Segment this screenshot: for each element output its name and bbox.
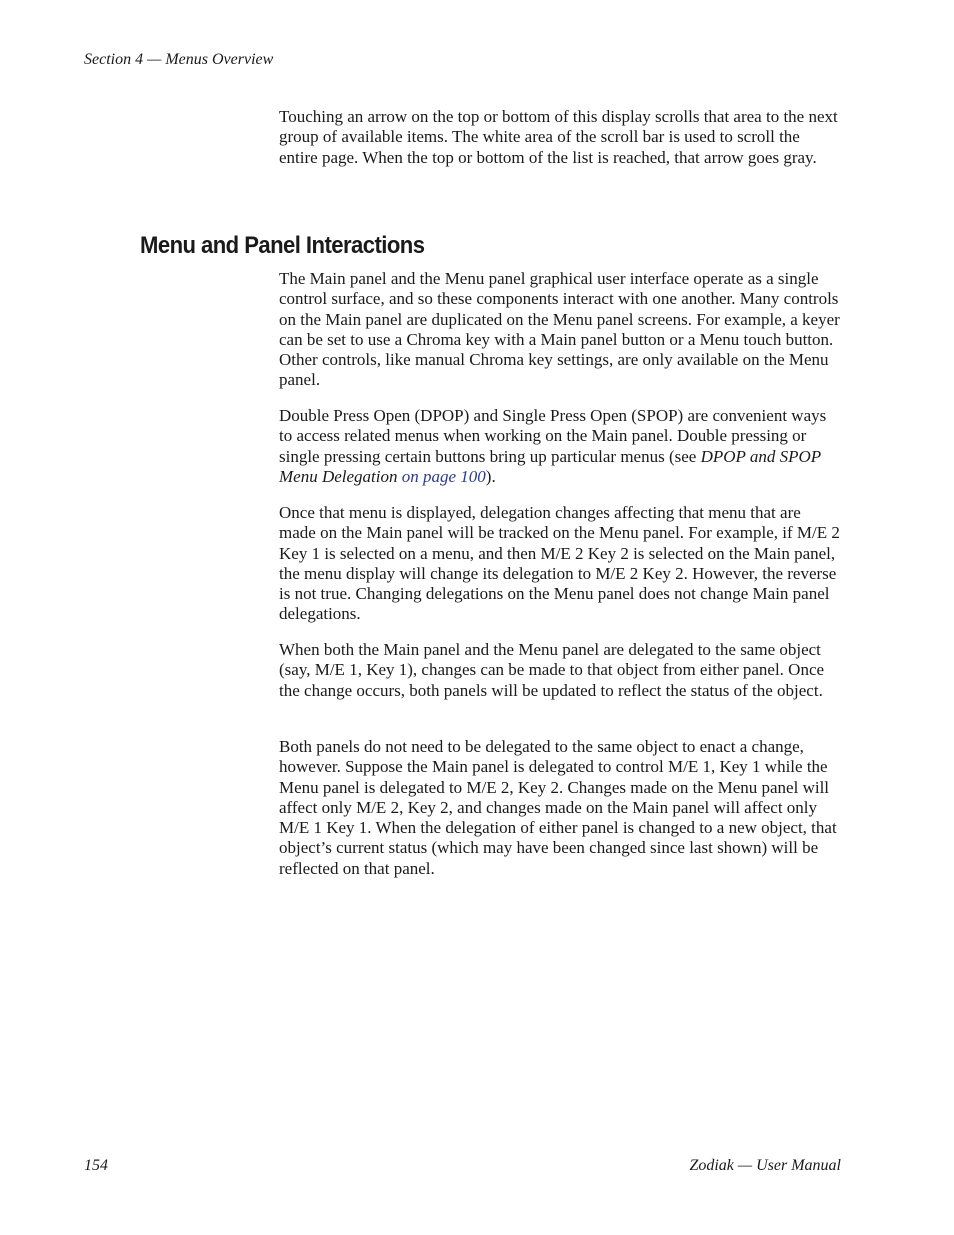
cross-reference-title: DPOP and SPOP Menu Delegation: [279, 446, 821, 486]
paragraph-2: [279, 406, 841, 487]
paragraph-5-text: Both panels do not need to be delegated to the same object to enact a change, however. Suppose the Main panel is delegated to control M/E 1, Key 1 while the Menu panel is delegated to M/E 2, Key 2. Changes made on the Menu panel will affect only M/E 2, Key 2, and changes made on the Main panel will affect only M/E 1 Key 1. When the delegation of either panel is changed to a new object, that object’s current status (which may have been changed since last shown) will be reflected on that panel.: [279, 737, 837, 878]
paragraph-2-lead: Double Press Open (DPOP) and Single Press Open (SPOP) are convenient ways to access related menus when working on the Main panel. Double pressing or single pressing certain buttons bring up particular menus (see: [279, 406, 827, 466]
paragraph-1-text: The Main panel and the Menu panel graphical user interface operate as a single control surface, and so these components interact with one another. Many controls on the Main panel are duplicated on the Menu panel screens. For example, a keyer can be set to use a Chroma key with a Main panel button or a Menu touch button. Other controls, like manual Chroma key settings, are only available on the Menu panel.: [279, 269, 840, 390]
paragraph-5: [279, 737, 841, 879]
section-heading: Menu and Panel Interactions: [140, 232, 425, 259]
manual-title: Zodiak — User Manual: [689, 1157, 841, 1174]
paragraph-2-tail: ).: [485, 466, 496, 486]
paragraph-2-text: [279, 406, 841, 487]
page-number: 154: [84, 1157, 108, 1174]
intro-paragraph: [279, 107, 841, 168]
cross-reference-link[interactable]: on page 100: [401, 466, 486, 486]
running-header: Section 4 — Menus Overview: [84, 51, 274, 68]
paragraph-4: [279, 640, 841, 701]
intro-text: Touching an arrow on the top or bottom of this display scrolls that area to the next group of available items. The white area of the scroll bar is used to scroll the entire page. When the top or bottom of the list is reached, that arrow goes gray.: [279, 107, 838, 167]
paragraph-1: [279, 269, 841, 391]
paragraph-3-text: Once that menu is displayed, delegation changes affecting that menu that are made on the Main panel will be tracked on the Menu panel. For example, if M/E 2 Key 1 is selected on a menu, and then M/E 2 Key 2 is selected on the Main panel, the menu display will change its delegation to M/E 2 Key 2. However, the reverse is not true. Changing delegations on the Menu panel does not change Main panel delegations.: [279, 503, 840, 624]
paragraph-3: [279, 503, 841, 625]
paragraph-4-text: When both the Main panel and the Menu panel are delegated to the same object (say, M/E 1, Key 1), changes can be made to that object from either panel. Once the change occurs, both panels will be updated to reflect the status of the object.: [279, 640, 825, 700]
